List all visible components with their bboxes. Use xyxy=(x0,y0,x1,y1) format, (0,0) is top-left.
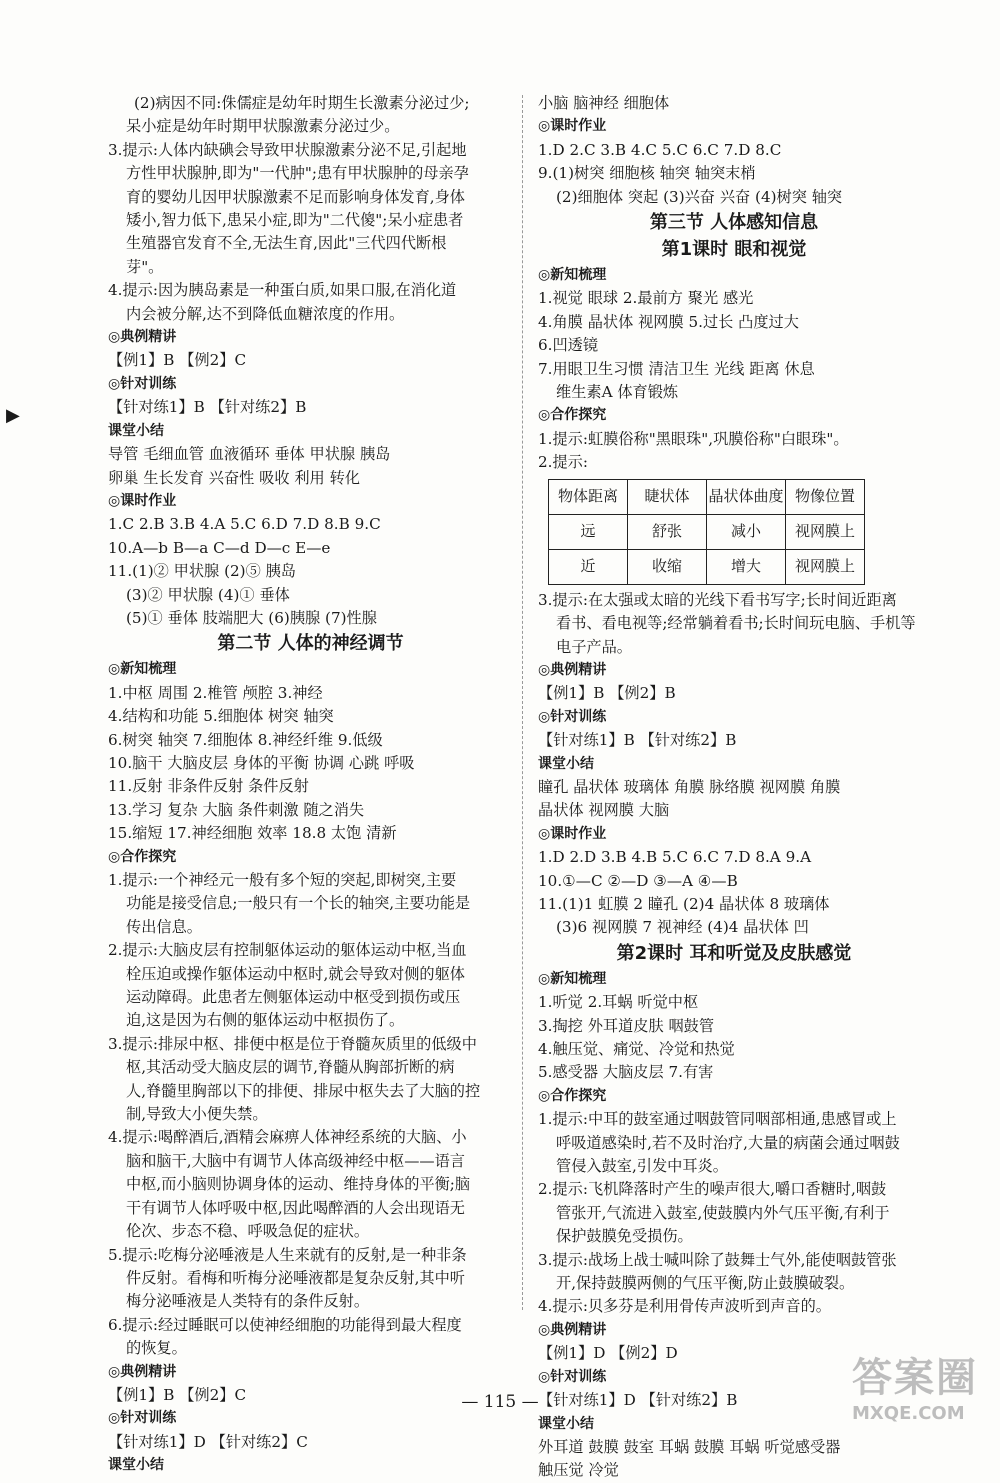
text-line: 维生素A 体育锻炼 xyxy=(556,383,679,402)
left-column xyxy=(108,92,513,1478)
text-line: 传出信息。 xyxy=(126,917,202,936)
text-line: 功能是接受信息;一般只有一个长的轴突,主要功能是 xyxy=(126,894,471,913)
text-line: (2)细胞体 突起 (3)兴奋 兴奋 (4)树突 轴突 xyxy=(556,187,843,206)
section-label: ◎典例精讲 xyxy=(108,329,177,346)
text-line: 件反射。看梅和听梅分泌唾液都是复杂反射,其中听 xyxy=(126,1268,465,1287)
section-label: ◎针对训练 xyxy=(538,1368,607,1385)
section-label: ◎针对训练 xyxy=(108,1410,177,1427)
text-line: 3.提示:在太强或太暗的光线下看书写字;长时间近距离 xyxy=(538,590,897,609)
text-line: 6.凹透镜 xyxy=(538,336,599,355)
section-title: 第二节 人体的神经调节 xyxy=(217,633,404,655)
text-line: 1.C 2.B 3.B 4.A 5.C 6.D 7.D 8.B 9.C xyxy=(108,515,381,534)
section-label: ◎针对训练 xyxy=(108,375,177,392)
text-line: 小脑 脑神经 细胞体 xyxy=(538,94,670,112)
text-line: 伦次、步态不稳、呼吸急促的症状。 xyxy=(126,1222,369,1241)
text-line: 5.提示:吃梅分泌唾液是人生来就有的反射,是一种非条 xyxy=(108,1245,467,1264)
section-label: 课堂小结 xyxy=(108,422,164,439)
text-line: 【例1】B 【例2】B xyxy=(538,684,676,703)
table-row xyxy=(549,514,865,549)
text-line: 脑和脑干,大脑中有调节人体高级神经中枢——语言 xyxy=(126,1151,465,1170)
section-label: ◎典例精讲 xyxy=(108,1363,177,1380)
table-cell: 增大 xyxy=(707,549,786,584)
text-line: 生殖器官发育不全,无法生育,因此"三代四代断根 xyxy=(126,234,447,253)
text-line: 1.提示:虹膜俗称"黑眼珠",巩膜俗称"白眼珠"。 xyxy=(538,429,849,448)
text-line: 【针对练1】B 【针对练2】B xyxy=(108,398,307,417)
text-line: (3)② 甲状腺 (4)① 垂体 xyxy=(126,585,290,604)
text-line: 栓压迫或操作躯体运动中枢时,就会导致对侧的躯体 xyxy=(126,964,465,983)
text-line: 13.学习 复杂 大脑 条件刺激 随之消失 xyxy=(108,800,365,819)
section-label: ◎合作探究 xyxy=(108,848,177,865)
text-line: 呼吸道感染时,若不及时治疗,大量的病菌会通过咽鼓 xyxy=(556,1133,900,1152)
text-line: 1.视觉 眼球 2.最前方 聚光 感光 xyxy=(538,289,754,308)
text-line: 枢,其活动受大脑皮层的调节,脊髓从胸部折断的病 xyxy=(126,1058,455,1077)
watermark-logo: 答案圈 MXQE.COM xyxy=(852,1355,978,1424)
text-line: (5)① 垂体 肢端肥大 (6)胰腺 (7)性腺 xyxy=(126,608,377,627)
text-line: 瞳孔 晶状体 玻璃体 角膜 脉络膜 视网膜 角膜 xyxy=(538,777,841,796)
right-column-part-a xyxy=(538,92,930,475)
text-line: 1.听觉 2.耳蜗 听觉中枢 xyxy=(538,993,699,1012)
text-line: 11.反射 非条件反射 条件反射 xyxy=(108,777,309,796)
text-line: 【针对练1】D 【针对练2】B xyxy=(538,1391,738,1410)
table-header-row xyxy=(549,479,865,514)
text-line: 【针对练1】D 【针对练2】C xyxy=(108,1432,308,1451)
text-line: 矮小,智力低下,患呆小症,即为"二代傻";呆小症患者 xyxy=(126,211,464,230)
table-cell: 近 xyxy=(549,549,628,584)
text-line: 1.中枢 周围 2.椎管 颅腔 3.神经 xyxy=(108,683,323,702)
text-line: 2.提示:飞机降落时产生的噪声很大,嚼口香糖时,咽鼓 xyxy=(538,1180,887,1199)
text-line: 电子产品。 xyxy=(556,637,632,656)
text-line: 1.提示:中耳的鼓室通过咽鼓管同咽部相通,患感冒或上 xyxy=(538,1110,897,1129)
text-line: 6.提示:经过睡眠可以使神经细胞的功能得到最大程度 xyxy=(108,1315,462,1334)
text-line: 2.提示:大脑皮层有控制躯体运动的躯体运动中枢,当血 xyxy=(108,941,467,960)
section-label: ◎课时作业 xyxy=(538,825,607,842)
text-line: 中枢,而小脑则协调身体的运动、维持身体的平衡;脑 xyxy=(126,1175,471,1194)
section-label: ◎针对训练 xyxy=(538,708,607,725)
section-label: 课堂小结 xyxy=(538,1415,594,1432)
table-row xyxy=(549,549,865,584)
text-line: 干有调节人体呼吸中枢,因此喝醉酒的人会出现语无 xyxy=(126,1198,465,1217)
table-header-cell: 物体距离 xyxy=(549,479,628,514)
text-line: 7.用眼卫生习惯 清洁卫生 光线 距离 休息 xyxy=(538,359,815,378)
text-line: 晶状体 视网膜 大脑 xyxy=(538,801,670,820)
section-label: ◎新知梳理 xyxy=(538,267,607,284)
text-line: 3.提示:排尿中枢、排便中枢是位于脊髓灰质里的低级中 xyxy=(108,1034,477,1053)
column-divider xyxy=(522,95,523,1310)
text-line: 10.A—b B—a C—d D—c E—e xyxy=(108,538,331,557)
table-header-cell: 晶状体曲度 xyxy=(707,479,786,514)
text-line: 4.提示:贝多芬是利用骨传声波听到声音的。 xyxy=(538,1297,831,1316)
section-title: 第1课时 眼和视觉 xyxy=(661,239,807,261)
section-label: ◎合作探究 xyxy=(538,407,607,424)
section-label: ◎课时作业 xyxy=(108,492,177,509)
text-line: 触压觉 冷觉 xyxy=(538,1461,619,1480)
text-line: 4.角膜 晶状体 视网膜 5.过长 凸度过大 xyxy=(538,312,799,331)
text-line: 4.触压觉、痛觉、冷觉和热觉 xyxy=(538,1040,735,1058)
table-cell: 视网膜上 xyxy=(786,549,865,584)
text-line: 保护鼓膜免受损伤。 xyxy=(556,1227,693,1246)
text-line: 内会被分解,达不到降低血糖浓度的作用。 xyxy=(126,304,405,323)
text-line: 10.脑干 大脑皮层 身体的平衡 协调 心跳 呼吸 xyxy=(108,753,415,772)
text-line: 4.提示:喝醉酒后,酒精会麻痹人体神经系统的大脑、小 xyxy=(108,1128,467,1147)
page-number: — 115 — xyxy=(461,1392,539,1412)
section-title: 第三节 人体感知信息 xyxy=(649,212,819,234)
right-column xyxy=(538,92,930,1483)
section-label: 课堂小结 xyxy=(108,1457,164,1474)
text-line: 1.D 2.D 3.B 4.B 5.C 6.C 7.D 8.A 9.A xyxy=(538,848,812,867)
table-cell: 减小 xyxy=(707,514,786,549)
text-line: 管侵入鼓室,引发中耳炎。 xyxy=(556,1157,728,1176)
vision-table xyxy=(548,479,865,585)
text-line: 3.掏挖 外耳道皮肤 咽鼓管 xyxy=(538,1016,715,1035)
text-line: 1.提示:一个神经元一般有多个短的突起,即树突,主要 xyxy=(108,871,457,889)
text-line: 育的婴幼儿因甲状腺激素不足而影响身体发育,身体 xyxy=(126,187,465,206)
text-line: 开,保持鼓膜两侧的气压平衡,防止鼓膜破裂。 xyxy=(556,1274,855,1293)
text-line: 的恢复。 xyxy=(126,1339,187,1358)
text-line: 10.①—C ②—D ③—A ④—B xyxy=(538,871,738,890)
text-line: 6.树突 轴突 7.细胞体 8.神经纤维 9.低级 xyxy=(108,730,383,749)
text-line: 看书、看电视等;经常躺着看书;长时间玩电脑、手机等 xyxy=(556,614,916,633)
text-line: 人,脊髓里胸部以下的排便、排尿中枢失去了大脑的控 xyxy=(126,1081,481,1100)
text-line: 制,导致大小便失禁。 xyxy=(126,1105,268,1124)
text-line: 15.缩短 17.神经细胞 效率 18.8 太饱 清新 xyxy=(108,824,397,843)
text-line: 【例1】D 【例2】D xyxy=(538,1344,678,1363)
text-line: 导管 毛细血管 血液循环 垂体 甲状腺 胰岛 xyxy=(108,445,391,464)
text-line: 外耳道 鼓膜 鼓室 耳蜗 鼓膜 耳蜗 听觉感受器 xyxy=(538,1437,841,1456)
section-label: ◎课时作业 xyxy=(538,118,607,135)
text-line: 5.感受器 大脑皮层 7.有害 xyxy=(538,1063,714,1082)
table-header-cell: 睫状体 xyxy=(628,479,707,514)
text-line: 4.结构和功能 5.细胞体 树突 轴突 xyxy=(108,707,334,726)
text-line: 卵巢 生长发育 兴奋性 吸收 利用 转化 xyxy=(108,468,360,487)
section-label: 课堂小结 xyxy=(538,755,594,772)
table-cell: 舒张 xyxy=(628,514,707,549)
section-title: 第2课时 耳和听觉及皮肤感觉 xyxy=(616,942,852,964)
text-line: 【针对练1】B 【针对练2】B xyxy=(538,731,737,750)
text-line: (2)病因不同:侏儒症是幼年时期生长激素分泌过少; xyxy=(134,94,470,112)
text-line: 呆小症是幼年时期甲状腺激素分泌过少。 xyxy=(126,117,400,136)
section-label: ◎典例精讲 xyxy=(538,661,607,678)
section-label: ◎新知梳理 xyxy=(538,970,607,987)
text-line: 迫,这是因为右侧的躯体运动中枢损伤了。 xyxy=(126,1011,405,1030)
section-label: ◎典例精讲 xyxy=(538,1321,607,1338)
text-line: 运动障碍。此患者左侧躯体运动中枢受到损伤或压 xyxy=(126,988,461,1007)
table-cell: 视网膜上 xyxy=(786,514,865,549)
text-line: 11.(1)1 虹膜 2 瞳孔 (2)4 晶状体 8 玻璃体 xyxy=(538,894,830,913)
text-line: 3.提示:人体内缺碘会导致甲状腺激素分泌不足,引起地 xyxy=(108,140,467,159)
text-line: 芽"。 xyxy=(126,257,164,276)
table-header-cell: 物像位置 xyxy=(786,479,865,514)
section-label: ◎合作探究 xyxy=(538,1087,607,1104)
text-line: 【例1】B 【例2】C xyxy=(108,1385,247,1404)
text-line: 4.提示:因为胰岛素是一种蛋白质,如果口服,在消化道 xyxy=(108,281,457,300)
text-line: (3)6 视网膜 7 视神经 (4)4 晶状体 凹 xyxy=(556,918,809,937)
text-line: 1.D 2.C 3.B 4.C 5.C 6.C 7.D 8.C xyxy=(538,140,782,159)
text-line: 【例1】B 【例2】C xyxy=(108,351,247,370)
margin-mark: ▶ xyxy=(6,405,20,426)
text-line: 方性甲状腺肿,即为"一代肿";患有甲状腺肿的母亲孕 xyxy=(126,164,469,183)
text-line: 11.(1)② 甲状腺 (2)⑤ 胰岛 xyxy=(108,562,296,581)
text-line: 9.(1)树突 细胞核 轴突 轴突末梢 xyxy=(538,164,756,183)
table-cell: 收缩 xyxy=(628,549,707,584)
text-line: 管张开,气流进入鼓室,使鼓膜内外气压平衡,有利于 xyxy=(556,1203,890,1222)
table-cell: 远 xyxy=(549,514,628,549)
text-line: 3.提示:战场上战士喊叫除了鼓舞士气外,能使咽鼓管张 xyxy=(538,1250,897,1269)
text-line: 2.提示: xyxy=(538,453,588,472)
text-line: 梅分泌唾液是人类特有的条件反射。 xyxy=(126,1292,369,1311)
section-label: ◎新知梳理 xyxy=(108,661,177,678)
